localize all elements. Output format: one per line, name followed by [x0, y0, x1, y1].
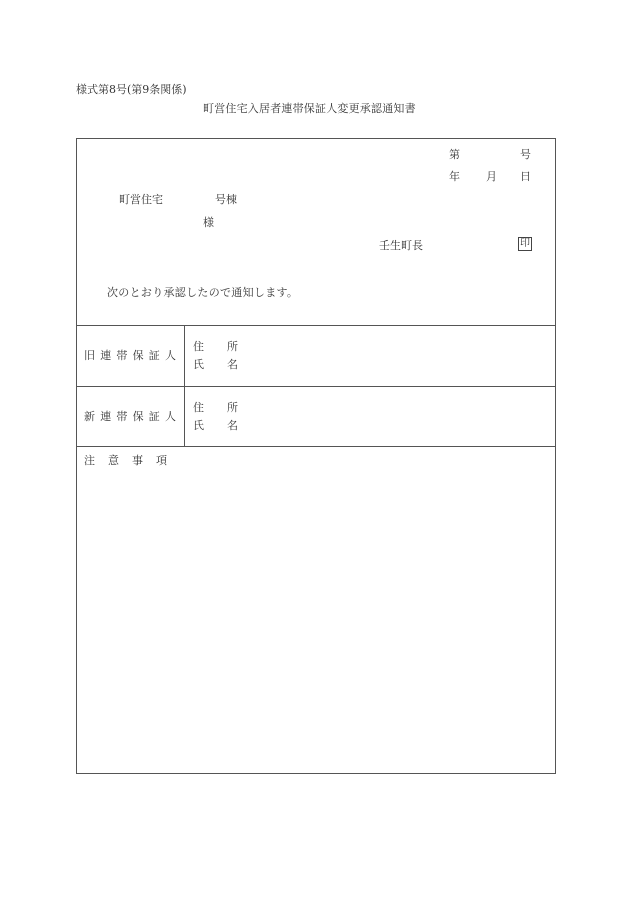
old-guarantor-label: 旧連帯保証人	[84, 349, 182, 362]
issuer-title: 壬生町長	[379, 239, 423, 252]
old-guarantor-address-label-1: 住	[193, 340, 204, 353]
addressee-honorific: 様	[203, 216, 214, 229]
old-guarantor-address-label-2: 所	[227, 340, 238, 353]
notes-label-char: 事	[132, 454, 143, 467]
housing-label: 町営住宅	[119, 193, 163, 206]
new-guarantor-address-label-1: 住	[193, 401, 204, 414]
notice-text: 次のとおり承認したので通知します。	[107, 286, 299, 299]
date-year-label: 年	[449, 170, 460, 183]
form-number: 様式第8号(第9条関係)	[76, 83, 187, 96]
notes-label-char: 意	[108, 454, 119, 467]
notes-label-char: 注	[84, 454, 95, 467]
old-guarantor-name-label-1: 氏	[193, 358, 204, 371]
issue-number-suffix: 号	[520, 148, 531, 161]
date-month-label: 月	[486, 170, 497, 183]
new-guarantor-name-label-1: 氏	[193, 419, 204, 432]
date-day-label: 日	[520, 170, 531, 183]
old-guarantor-name-label-2: 名	[227, 358, 238, 371]
divider-label-column	[184, 325, 185, 446]
building-number-label: 号棟	[215, 193, 237, 206]
divider-header-rows	[77, 325, 555, 326]
notes-label	[84, 455, 180, 466]
new-guarantor-address-label-2: 所	[227, 401, 238, 414]
document-title: 町営住宅入居者連帯保証人変更承認通知書	[203, 102, 416, 115]
seal-icon: 印	[520, 238, 530, 249]
divider-rows-notes	[77, 446, 555, 447]
notes-label-char: 項	[156, 454, 167, 467]
new-guarantor-name-label-2: 名	[227, 419, 238, 432]
issue-number-prefix: 第	[449, 148, 460, 161]
new-guarantor-label: 新連帯保証人	[84, 410, 182, 423]
divider-old-new	[77, 386, 555, 387]
